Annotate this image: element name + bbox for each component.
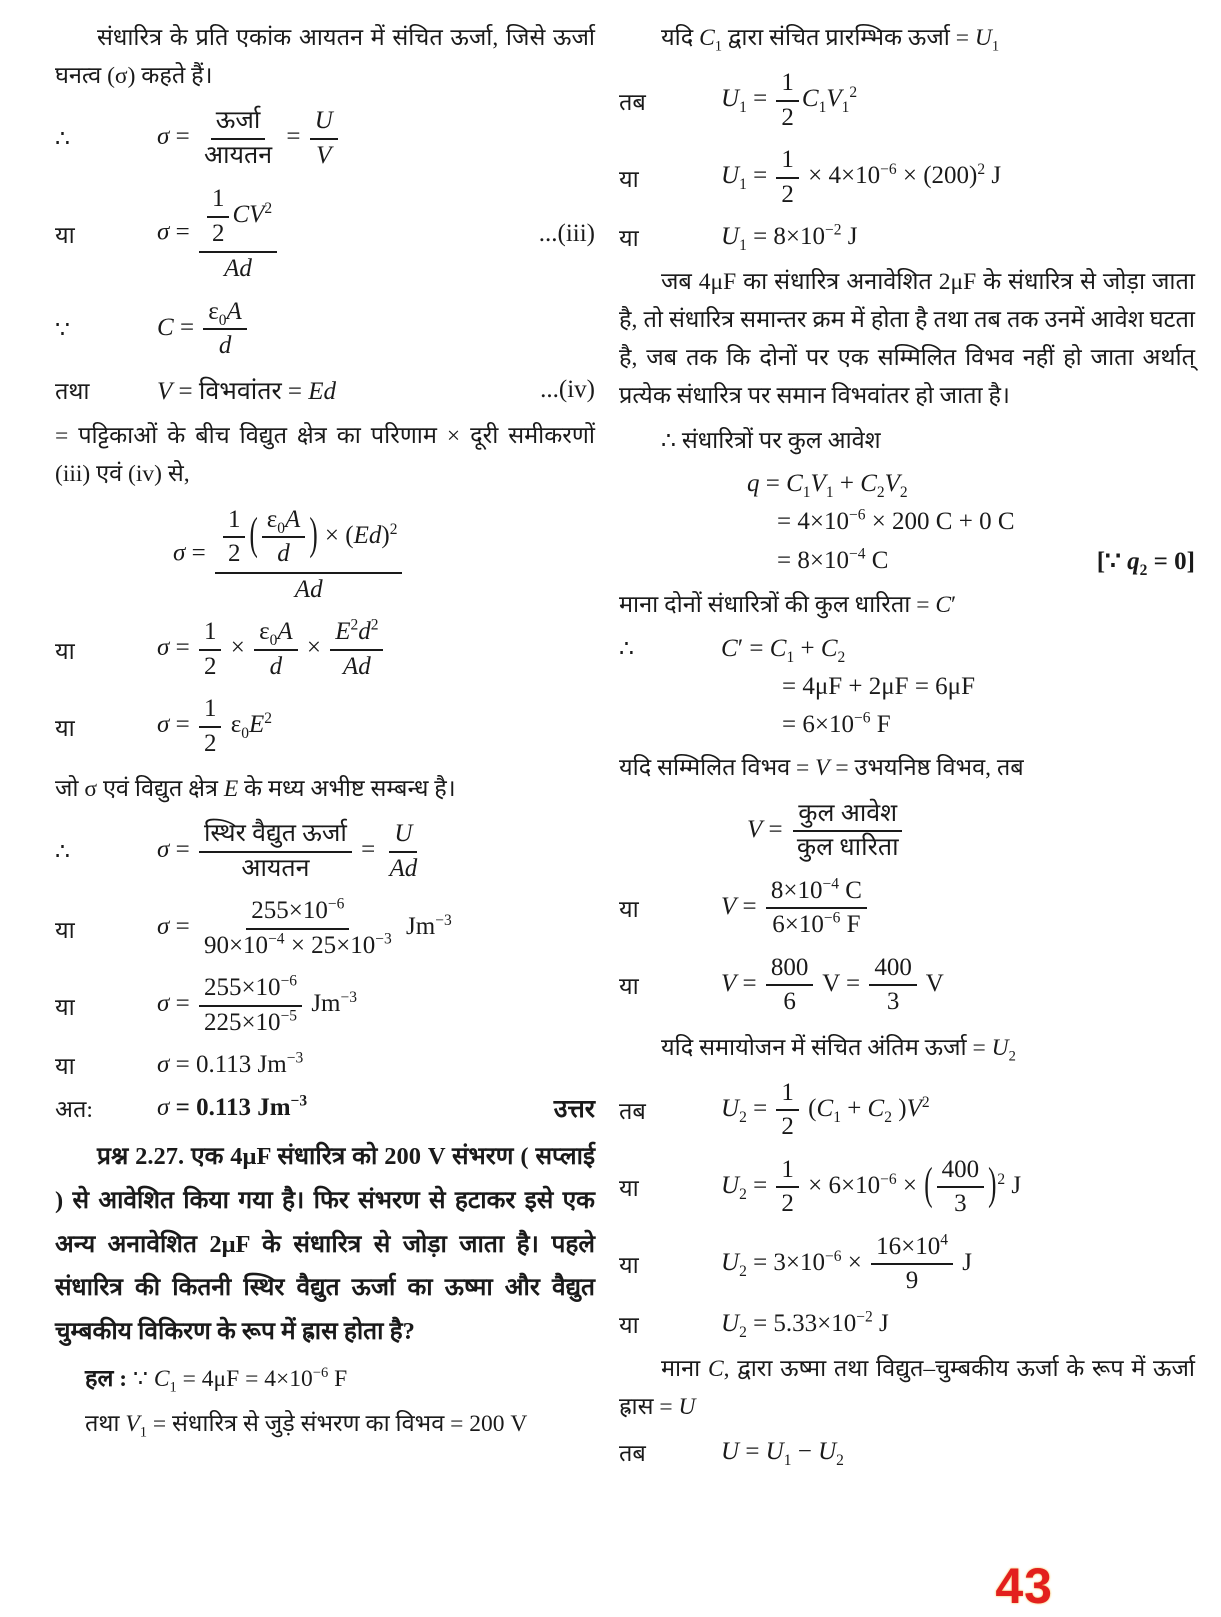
equation-note: [∵ $q_2 = 0$]: [1096, 548, 1195, 580]
eq-charge: [619, 470, 1195, 502]
formula: $U_1$ = $\frac{1}{2}$ $C_1V_1^2$: [721, 69, 858, 131]
formula: = 4μF + 2μF = 6μF: [782, 673, 975, 701]
eq-cprime: [619, 634, 1195, 666]
solution-line-1: हल : ∵ $C_1 = 4\mu F = 4\times 10^{-6}$ F: [85, 1365, 348, 1397]
energy-loss-paragraph: माना C, द्वारा ऊष्मा तथा विद्युत–चुम्बकीय ऊर्जा के रूप में ऊर्जा ह्रास = U: [619, 1355, 1195, 1420]
eq-cprime-result: [619, 711, 1195, 739]
eq-u1-formula: [619, 67, 1195, 134]
formula: σ = ऊर्जा आयतन = $\frac{U}{V}$: [157, 105, 341, 172]
equation-label: ∴: [619, 636, 634, 663]
formula: σ = $\frac{1}{2}$ × $\frac{\varepsilon_0A}{d}$ × $\frac{E^2d^2}{Ad}$: [157, 616, 386, 683]
eq-u1-result: [619, 221, 1195, 253]
eq-sigma-energy: [55, 818, 595, 885]
formula: $U_2$ = $\frac{1}{2}$ ($C_1 + C_2$ )$V^2$: [721, 1078, 930, 1141]
equation-label: तब: [619, 89, 646, 116]
eq-charge-numeric: [619, 508, 1195, 536]
field-note-paragraph: = पट्टिकाओं के बीच विद्युत क्षेत्र का परिणाम × दूरी समीकरणों (iii) एवं (iv) से,: [55, 422, 595, 487]
eq-numeric-2: [55, 972, 595, 1039]
eq-cprime-sum: [619, 673, 1195, 701]
equation-label: या: [619, 226, 639, 253]
formula: σ = स्थिर वैद्युत ऊर्जा आयतन = $\frac{U}{Ad}$: [157, 820, 418, 882]
final-energy-paragraph: यदि समायोजन में संचित अंतिम ऊर्जा = $U_2$: [661, 1034, 1016, 1065]
solution-line-2: तथा $V_1$ = संधारित्र से जुड़े संभरण का विभव = 200 V: [85, 1411, 528, 1442]
eq-sigma-expanded: [55, 503, 595, 607]
relation-note-paragraph: जो σ एवं विद्युत क्षेत्र E के मध्य अभीष्ट सम्बन्ध है।: [55, 776, 456, 803]
total-capacitance-paragraph: माना दोनों संधारित्रों की कुल धारिता = C′: [619, 592, 957, 619]
eq-u2-result: [619, 1308, 1195, 1340]
equation-number: ...(iii): [538, 219, 595, 247]
equation-label: या: [619, 166, 639, 193]
eq-u1-numeric: [619, 144, 1195, 211]
intro-paragraph: संधारित्र के प्रति एकांक आयतन में संचित ऊर्जा, जिसे ऊर्जा घनत्व (σ) कहते हैं।: [55, 25, 595, 90]
formula: $U = U_1 - U_2$: [721, 1437, 844, 1469]
eq-numeric-1: [55, 895, 595, 962]
equation-label: या: [55, 994, 75, 1021]
equation-label: ∴: [55, 839, 70, 866]
eq-iii: [55, 182, 595, 286]
formula: = $4\times 10^{-6} \times 200$ C + 0 C: [777, 507, 1015, 536]
equation-label: तब: [619, 1099, 646, 1126]
eq-potential-result: [619, 952, 1195, 1019]
equation-label: या: [55, 715, 75, 742]
question-paragraph: प्रश्न 2.27. एक 4μF संधारित्र को 200 V संभरण ( सप्लाई ) से आवेशित किया गया है। फिर संभरण से हटाकर इसे एक अन्य अनावेशित 2μF के संधारित्र से जोड़ा जाता है। पहले संधारित्र की कितनी स्थिर वैद्युत ऊर्जा का ऊष्मा और वैद्युत चुम्बकीय विकिरण के रूप में ह्रास होता है?: [55, 1143, 595, 1345]
equation-label: या: [55, 222, 75, 249]
formula: $U_2 = 5.33\times 10^{-2}$ J: [721, 1308, 889, 1341]
right-column: [619, 12, 1195, 1478]
formula: C = $\frac{\varepsilon_0A}{d}$: [157, 296, 250, 363]
eq-u2-formula: [619, 1077, 1195, 1144]
equation-label: या: [619, 1253, 639, 1280]
eq-sigma-step: [55, 616, 595, 683]
eq-potential-numeric: [619, 875, 1195, 942]
equation-label: या: [55, 1054, 75, 1081]
eq-capacitance: [55, 296, 595, 363]
eq-energy-loss: [619, 1436, 1195, 1468]
equation-label: या: [55, 638, 75, 665]
equation-label: तथा: [55, 378, 90, 405]
two-column-layout: [55, 12, 1195, 1478]
parallel-connection-paragraph: जब 4μF का संधारित्र अनावेशित 2μF के संधारित्र से जोड़ा जाता है, तो संधारित्र समान्तर क्रम में होता है तथा तब तक उनमें आवेश घटता है, जब तक कि दोनों पर एक सम्मिलित विभव नहीं हो जाता अर्थात् प्रत्येक संधारित्र पर समान विभवांतर हो जाता है।: [619, 269, 1195, 410]
formula: V = $\frac{8\times 10^{-4} C}{6\times 10^{-6} F}$: [721, 875, 870, 942]
equation-label: या: [619, 974, 639, 1000]
eq-u2-numeric-2: [619, 1231, 1195, 1298]
formula: = $8\times 10^{-4}$ C: [777, 546, 889, 575]
initial-energy-paragraph: यदि $C_1$ द्वारा संचित प्रारम्भिक ऊर्जा = $U_1$: [661, 25, 1000, 55]
eq-charge-result: [619, 546, 1195, 580]
eq-iv: [55, 373, 595, 407]
equation-number: ...(iv): [540, 375, 595, 403]
eq-numeric-3: [55, 1049, 595, 1081]
formula: = $6\times 10^{-6}$ F: [782, 710, 891, 739]
formula: $U_1$ = $\frac{1}{2}$ × $4\times 10^{-6} \times (200)^2$ J: [721, 146, 1002, 208]
formula: σ = $\frac{255\times 10^{-6}}{225\times 10^{-5}}$ $Jm^{-3}$: [157, 972, 357, 1036]
eq-u2-numeric-1: [619, 1154, 1195, 1221]
equation-label: या: [55, 917, 75, 944]
formula: $C' = C_1 + C_2$: [721, 634, 846, 666]
formula: V = विभवांतर = Ed: [157, 377, 337, 405]
equation-label: या: [619, 1176, 639, 1203]
eq-sigma-result: [55, 693, 595, 760]
eq-sigma-definition: [55, 105, 595, 172]
equation-label: ∵: [55, 316, 70, 343]
formula: σ = $\frac{1}{2}$ $\varepsilon_0E^2$: [157, 695, 272, 757]
equation-label: अत:: [55, 1097, 93, 1124]
common-potential-paragraph: यदि सम्मिलित विभव = V = उभयनिष्ठ विभव, तब: [619, 755, 1024, 782]
eq-final-answer: [55, 1091, 595, 1125]
equation-label: ∴: [55, 126, 70, 153]
formula: $U_2 = 3\times 10^{-6}$ × $\frac{16\times 10^4}{9}$ J: [721, 1231, 972, 1295]
formula: σ = 0.113 $Jm^{-3}$: [157, 1092, 308, 1122]
equation-label: या: [619, 1312, 639, 1339]
formula: V = कुल आवेश कुल धारिता: [747, 798, 907, 865]
left-column: [55, 12, 595, 1478]
formula: $U_1 = 8\times 10^{-2}$ J: [721, 221, 858, 255]
equation-note: उत्तर: [553, 1096, 595, 1124]
equation-label: तब: [619, 1440, 646, 1467]
equation-label: या: [619, 897, 639, 923]
formula: σ = $\frac{1}{2}$ $CV^2$ Ad: [157, 182, 280, 286]
formula: $q = C_1V_1 + C_2V_2$: [747, 470, 908, 502]
formula: σ = $\frac{255\times 10^{-6}}{90\times 10^{-4} \times 25\times 10^{-3}}$ $Jm^{-3}$: [157, 895, 452, 959]
total-charge-heading: ∴ संधारित्रों पर कुल आवेश: [661, 428, 881, 455]
formula: σ = 0.113 $Jm^{-3}$: [157, 1049, 304, 1079]
eq-potential-definition: [619, 798, 1195, 865]
formula: σ = $\frac{1}{2}$ ( $\frac{\varepsilon_0A}{d}$ ) × $(Ed)^2$ Ad: [173, 503, 405, 607]
page-number: 43: [995, 1558, 1053, 1614]
formula: V = $\frac{800}{6}$ V = $\frac{400}{3}$ V: [721, 953, 944, 1015]
formula: $U_2$ = $\frac{1}{2}$ × $6\times 10^{-6}$ × ( $\frac{400}{3}$ )$^2$ J: [721, 1155, 1022, 1218]
